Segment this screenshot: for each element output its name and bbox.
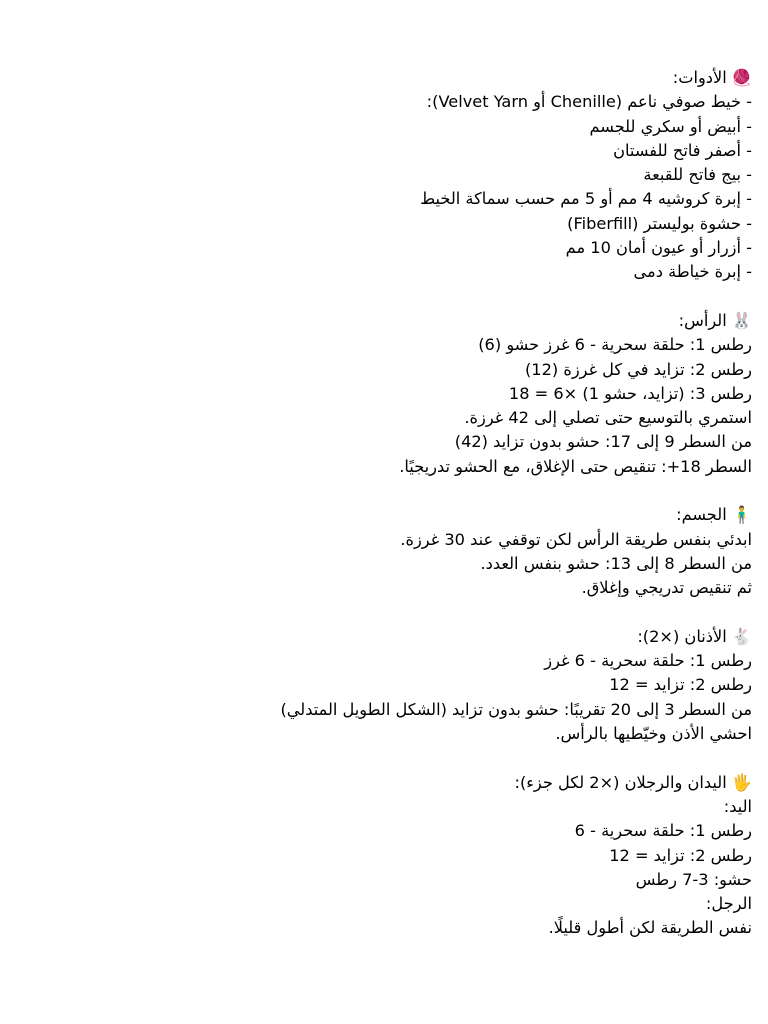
- ears-instruction: احشي الأذن وخيّطيها بالرأس.: [555, 724, 752, 744]
- tools-item: - أزرار أو عيون أمان 10 مم: [565, 238, 752, 258]
- section-heading-ears: 🐇 الأذنان (×2):: [637, 626, 752, 646]
- head-instruction: السطر 18+: تنقيص حتى الإغلاق، مع الحشو تدريجيًا.: [399, 456, 752, 476]
- head-instruction: استمري بالتوسيع حتى تصلي إلى 42 غرزة.: [464, 408, 752, 428]
- head-instruction: من السطر 9 إلى 17: حشو بدون تزايد (42): [454, 432, 752, 452]
- limbs-instruction: حشو: 3-7 رطس: [635, 869, 752, 889]
- section-heading-body: 🧍‍♂️ الجسم:: [676, 505, 752, 525]
- tools-item: - إبرة خياطة دمى: [633, 262, 752, 282]
- tools-item: - إبرة كروشيه 4 مم أو 5 مم حسب سماكة الخيط: [420, 189, 752, 209]
- spacer: [0, 746, 752, 770]
- ears-instruction: من السطر 3 إلى 20 تقريبًا: حشو بدون تزايد (الشكل الطويل المتدلي): [280, 699, 752, 719]
- tools-item: - خيط صوفي ناعم (Chenille أو Velvet Yarn):: [426, 92, 752, 112]
- section-heading-tools: 🧶 الأدوات:: [672, 68, 752, 87]
- limbs-instruction: رطس 1: حلقة سحرية - 6: [574, 821, 752, 841]
- section-heading-limbs: 🖐 اليدان والرجلان (×2 لكل جزء):: [514, 772, 752, 792]
- tools-item: - أبيض أو سكري للجسم: [589, 116, 752, 136]
- body-instruction: ثم تنقيص تدريجي وإغلاق.: [581, 578, 752, 598]
- body-instruction: ابدئي بنفس طريقة الرأس لكن توقفي عند 30 غرزة.: [400, 529, 752, 549]
- body-instruction: من السطر 8 إلى 13: حشو بنفس العدد.: [480, 553, 752, 573]
- spacer: [0, 601, 752, 625]
- tools-item: - أصفر فاتح للفستان: [613, 140, 752, 160]
- tools-item: - حشوة بوليستر (Fiberfill): [567, 213, 752, 233]
- limbs-instruction: نفس الطريقة لكن أطول قليلًا.: [548, 918, 752, 938]
- head-instruction: رطس 3: (تزايد، حشو 1) ×6 = 18: [508, 383, 752, 403]
- limbs-instruction: رطس 2: تزايد = 12: [609, 845, 752, 865]
- head-instruction: رطس 2: تزايد في كل غرزة (12): [524, 359, 752, 379]
- ears-instruction: رطس 1: حلقة سحرية - 6 غرز: [544, 651, 752, 671]
- limbs-instruction: الرجل:: [705, 894, 752, 914]
- head-instruction: رطس 1: حلقة سحرية - 6 غرز حشو (6): [478, 335, 752, 355]
- ears-instruction: رطس 2: تزايد = 12: [609, 675, 752, 695]
- section-heading-head: 🐰 الرأس:: [678, 310, 752, 330]
- document-page: [0, 66, 768, 941]
- limbs-instruction: اليد:: [723, 796, 752, 816]
- spacer: [0, 479, 752, 503]
- tools-item: - بيج فاتح للقبعة: [643, 165, 752, 185]
- spacer: [0, 285, 752, 309]
